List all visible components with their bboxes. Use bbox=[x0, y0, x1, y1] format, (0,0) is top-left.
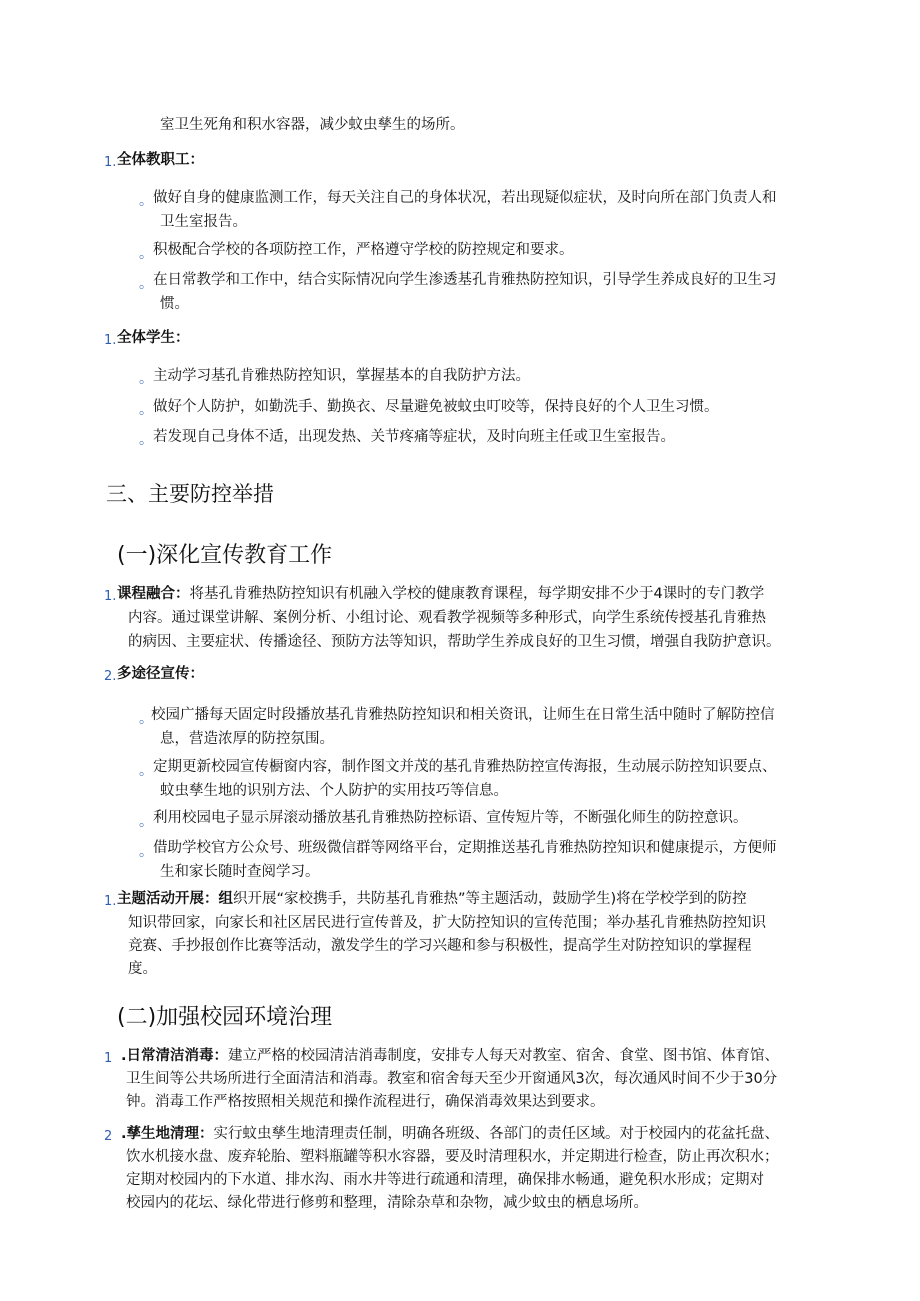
list-item: 在日常教学和工作中，结合实际情况向学生渗透基孔肯雅热防控知识，引导学生养成良好的卫生习 bbox=[153, 272, 777, 288]
list-number: 2. bbox=[104, 669, 117, 684]
bullet-icon: 。 bbox=[139, 246, 153, 262]
paragraph-line: 饮水机接水盘、废弃轮胎、塑料瓶罐等积水容器，要及时清理积水，并定期进行检查，防止再次积水； bbox=[126, 1149, 779, 1165]
list-number: 1. bbox=[104, 589, 117, 604]
bullet-icon: 。 bbox=[139, 432, 153, 448]
subsection-title: (二)加强校园环境治理 bbox=[117, 1005, 333, 1030]
bullet-icon: 。 bbox=[139, 844, 153, 860]
bullet-icon: 。 bbox=[139, 276, 153, 292]
list-number: 1. bbox=[104, 155, 117, 170]
paragraph-line: 主题活动开展：组织开展“家校携手，共防基孔肯雅热”等主题活动，鼓励学生)将在学校学到的防控 bbox=[117, 891, 747, 907]
list-item-cont: 蚊虫孳生地的识别方法、个人防护的实用技巧等信息。 bbox=[160, 783, 508, 799]
paragraph-line: .孳生地清理：实行蚊虫孳生地清理责任制，明确各班级、各部门的责任区域。对于校园内的花盆托盘、 bbox=[121, 1126, 780, 1142]
paragraph-heading: 多途径宣传： bbox=[117, 666, 204, 682]
list-item: 若发现自己身体不适，出现发热、关节疼痛等症状，及时向班主任或卫生室报告。 bbox=[153, 429, 675, 445]
paragraph-line: 定期对校园内的下水道、排水沟、雨水井等进行疏通和清理，确保排水畅通，避免积水形成；定期对 bbox=[126, 1172, 764, 1188]
list-item-cont: 息，营造浓厚的防控氛围。 bbox=[160, 731, 334, 747]
list-number: 1 bbox=[104, 1051, 113, 1066]
list-item-cont: 惯。 bbox=[160, 296, 189, 312]
paragraph-line: 的病因、主要症状、传播途径、预防方法等知识，帮助学生养成良好的卫生习惯，增强自我防护意识。 bbox=[128, 634, 781, 650]
list-item: 做好自身的健康监测工作，每天关注自己的身体状况，若出现疑似症状，及时向所在部门负责人和 bbox=[153, 190, 777, 206]
paragraph-line: 知识带回家，向家长和社区居民进行宣传普及，扩大防控知识的宣传范围；举办基孔肯雅热防控知识 bbox=[128, 915, 766, 931]
section-title: 三、主要防控举措 bbox=[106, 482, 274, 506]
paragraph-line: 度。 bbox=[128, 961, 157, 977]
continuation-line: 室卫生死角和积水容器，减少蚊虫孳生的场所。 bbox=[160, 117, 465, 133]
bullet-icon: 。 bbox=[139, 193, 153, 209]
list-number: 1. bbox=[104, 333, 117, 348]
list-item: 利用校园电子显示屏滚动播放基孔肯雅热防控标语、宣传短片等，不断强化师生的防控意识。 bbox=[153, 810, 748, 826]
paragraph-line: .日常清洁消毒：建立严格的校园清洁消毒制度，安排专人每天对教室、宿舍、食堂、图书馆、体育馆、 bbox=[121, 1048, 780, 1064]
students-heading: 全体学生： bbox=[117, 330, 190, 346]
list-item: 做好个人防护，如勤洗手、勤换衣、尽量避免被蚊虫叮咬等，保持良好的个人卫生习惯。 bbox=[153, 399, 719, 415]
subsection-title: (一)深化宣传教育工作 bbox=[117, 543, 333, 568]
paragraph-line: 竞赛、手抄报创作比赛等活动，激发学生的学习兴趣和参与积极性，提高学生对防控知识的掌握程 bbox=[128, 938, 752, 954]
list-number: 1. bbox=[104, 894, 117, 909]
bullet-icon: 。 bbox=[139, 814, 153, 830]
list-item-cont: 生和家长随时查阅学习。 bbox=[160, 864, 320, 880]
bullet-icon: 。 bbox=[139, 711, 153, 727]
paragraph-line: 校园内的花坛、绿化带进行修剪和整理，清除杂草和杂物，减少蚊虫的栖息场所。 bbox=[126, 1195, 648, 1211]
paragraph-line: 课程融合：将基孔肯雅热防控知识有机融入学校的健康教育课程，每学期安排不少于4课时的专门教学 bbox=[117, 586, 765, 602]
list-item: 定期更新校园宣传橱窗内容，制作图文并茂的基孔肯雅热防控宣传海报，生动展示防控知识要点、 bbox=[153, 759, 777, 775]
staff-heading: 全体教职工： bbox=[117, 152, 204, 168]
bullet-icon: 。 bbox=[139, 763, 153, 779]
paragraph-line: 卫生间等公共场所进行全面清洁和消毒。教室和宿舍每天至少开窗通风3次，每次通风时间不少于30分 bbox=[126, 1071, 778, 1087]
paragraph-line: 内容。通过课堂讲解、案例分析、小组讨论、观看教学视频等多种形式，向学生系统传授基孔肯雅热 bbox=[128, 610, 766, 626]
list-item: 校园广播每天固定时段播放基孔肯雅热防控知识和相关资讯，让师生在日常生活中随时了解防控信 bbox=[151, 707, 775, 723]
list-number: 2 bbox=[104, 1129, 113, 1144]
list-item: 借助学校官方公众号、班级微信群等网络平台，定期推送基孔肯雅热防控知识和健康提示，方便师 bbox=[153, 840, 777, 856]
list-item: 积极配合学校的各项防控工作，严格遵守学校的防控规定和要求。 bbox=[153, 242, 574, 258]
list-item: 主动学习基孔肯雅热防控知识，掌握基本的自我防护方法。 bbox=[153, 368, 530, 384]
list-item-cont: 卫生室报告。 bbox=[160, 214, 247, 230]
bullet-icon: 。 bbox=[139, 371, 153, 387]
paragraph-line: 钟。消毒工作严格按照相关规范和操作流程进行，确保消毒效果达到要求。 bbox=[126, 1094, 605, 1110]
bullet-icon: 。 bbox=[139, 402, 153, 418]
